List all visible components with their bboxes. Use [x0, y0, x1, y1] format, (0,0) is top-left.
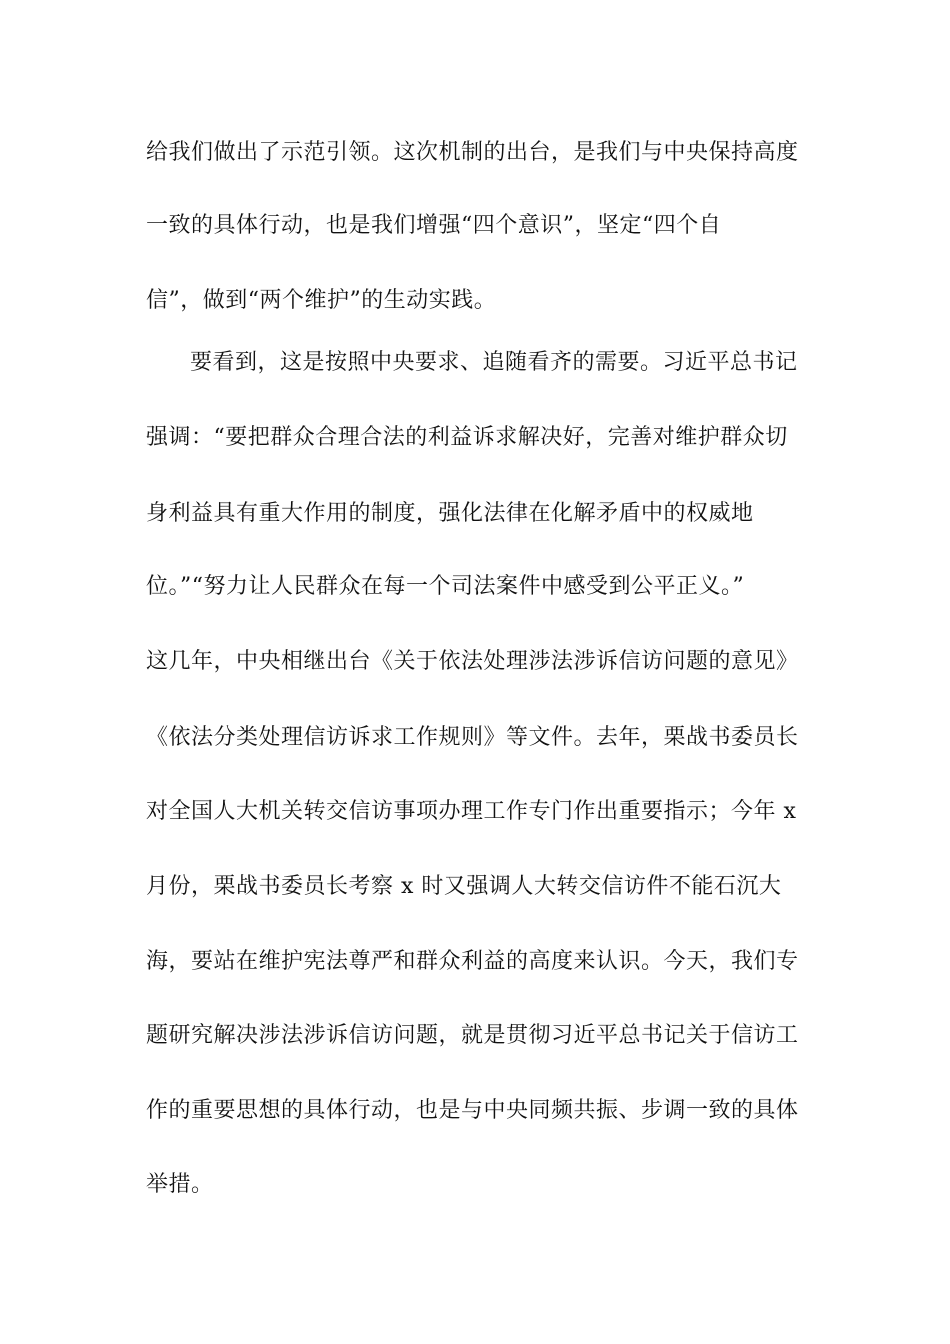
paragraph-start-line: 要看到，这是按照中央要求、追随看齐的需要。习近平总书记 [190, 350, 798, 375]
text-line-10: 对全国人大机关转交信访事项办理工作专门作出重要指示；今年 x [146, 799, 797, 824]
text-line-14: 作的重要思想的具体行动，也是与中央同频共振、步调一致的具体 [146, 1098, 799, 1123]
text-line-9: 《依法分类处理信访诉求工作规则》等文件。去年，栗战书委员长 [146, 725, 799, 750]
text-line-15: 举措。 [146, 1172, 214, 1197]
text-line-3: 信”，做到“两个维护”的生动实践。 [146, 288, 497, 313]
text-line-6: 身利益具有重大作用的制度，强化法律在化解矛盾中的权威地 [146, 501, 754, 526]
text-line-2: 一致的具体行动，也是我们增强“四个意识”，坚定“四个自 [146, 213, 722, 238]
text-line-8: 这几年，中央相继出台《关于依法处理涉法涉诉信访问题的意见》 [146, 649, 799, 674]
text-line-13: 题研究解决涉法涉诉信访问题，就是贯彻习近平总书记关于信访工 [146, 1023, 799, 1048]
text-line-7: 位。”“努力让人民群众在每一个司法案件中感受到公平正义。” [146, 574, 745, 599]
text-line-1: 给我们做出了示范引领。这次机制的出台，是我们与中央保持高度 [146, 140, 799, 165]
text-line-11: 月份，栗战书委员长考察 x 时又强调人大转交信访件不能石沉大 [146, 874, 782, 899]
text-line-12: 海，要站在维护宪法尊严和群众利益的高度来认识。今天，我们专 [146, 949, 799, 974]
text-line-5: 强调：“要把群众合理合法的利益诉求解决好，完善对维护群众切 [146, 425, 788, 450]
